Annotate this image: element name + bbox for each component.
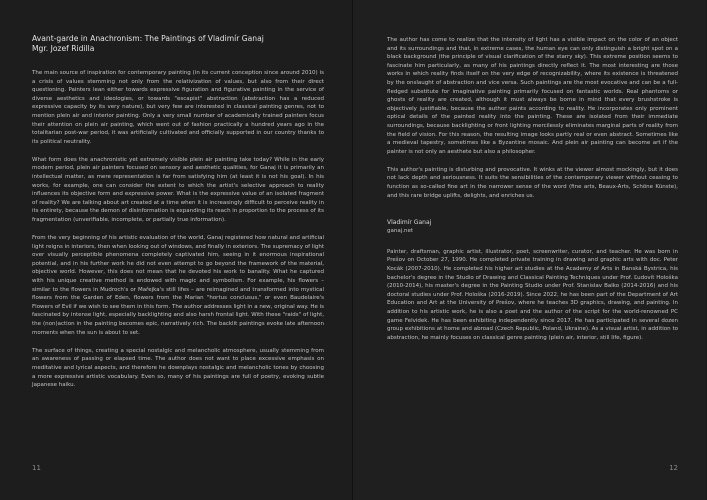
- artist-biography: Painter, draftsman, graphic artist, illustrator, poet, screenwriter, curator, and teacher. He was born in Prešov on October 27, 1990. He completed private training in drawing and graphic arts with doc. Peter Kocák (2007-2010). He completed his higher art studies at the Academy of Arts in Banská Bystrica, his bachelor's degree in the Studio of Drawing and Classical Painting Techniques under Prof. Ľudovít Hološka (2010-2014), his master's degree in the Painting Studio under Prof. Stanislav Balko (2014-2016) and his doctoral studies under Prof. Hološka (2016-2019). Since 2022, he has been part of the Department of Art Education and Art at the University of Prešov, where he teaches 3D graphics, drawing, and painting. In addition to his artistic work, he is also a poet and the author of the script for the world-renowned PC game Felvidek. He has been exhibiting independently since 2017. He has participated in several dozen group exhibitions at home and abroad (Czech Republic, Poland, Ukraine). As a visual artist, in addition to abstraction, he mainly focuses on classical genre painting (plein air, interior, still life, figure).: [387, 248, 678, 341]
- artist-website: ganaj.net: [387, 228, 414, 235]
- right-page: [353, 0, 706, 500]
- article-title: Avant-garde in Anachronism: The Paintings of Vladimír Ganaj: [32, 34, 264, 43]
- left-page: [0, 0, 353, 500]
- body-paragraph: This author's painting is disturbing and provocative. It winks at the viewer almost mockingly, but it does not lack depth and seriousness. It suits the sensibilities of the contemporary viewer without ceasing to function as so-called fine art in the narrower sense of the word (fine arts, Beaux-Arts, Schöne Künste), and this rare bridge uplifts, delights, and enriches us.: [387, 166, 678, 199]
- body-paragraph: The author has come to realize that the intensity of light has a visible impact on the color of an object and its surroundings and that, in extreme cases, the human eye can only distinguish a bright spot on a black background (the principle of visual clarification of the starry sky). This extreme position seems to fascinate him particularly, as many of his paintings directly reflect it. The most interesting are those works in which reality finds itself on the very edge of recognizability, where its existence is threatened by the onslaught of abstraction and vice versa. Such paintings are the most evocative and can be a full-fledged substitute for imaginative painting primarily focused on fantastic worlds. Real phantoms or ghosts of reality are created, although it must always be borne in mind that every brushstroke is objectively justifiable, because the author paints according to reality. He incorporates only prominent optical details of the painted reality into the painting. These are isolated from their immediate surroundings, because backlighting or front lighting mercilessly eliminates marginal parts of reality from the field of vision. For this reason, the resulting image looks partly real or even abstract. Sometimes like a medieval tapestry, sometimes like a Byzantine mosaic. And plein air painting can become art if the painter is not only an aesthete but also a philosopher.: [387, 37, 678, 155]
- body-paragraph: From the very beginning of his artistic evaluation of the world, Ganaj registered how natural and artificial light reigns in interiors, then when looking out of windows, and finally in exteriors. The supremacy of light over visually perceptible phenomena completely captivated him, seeing in it enormous inspirational potential, and in his further work he did not even attempt to go beyond the framework of the material, objective world. However, this does not mean that he devoted his work to banality. What he captured with his unique creative method is endowed with magic and symbolism. For example, his flowers – similar to the flowers in Mudroch's or Mařejka's still lifes – are reimagined and transformed into mystical flowers from the Garden of Eden, flowers from the Marian "hortus conclusus," or even Baudelaire's Flowers of Evil if we wish to see them in this form. The author addresses light in a new, original way. He is fascinated by intense light, especially backlighting and also harsh frontal light. With these "raids" of light, the (non)action in the painting becomes epic, narratively rich. The backlit paintings evoke late afternoon moments when the sun is about to set.: [32, 235, 324, 336]
- page-number: 11: [32, 464, 41, 472]
- body-paragraph: What form does the anachronistic yet extremely visible plein air painting take today? While in the early modern period, plein air painters focused on sensory and aesthetic qualities, for Ganaj it is primarily an intellectual matter, as mere representation is far from satisfying him (at least it is not his goal). In his works, for example, one can consider the extent to which the artist's selective approach to reality influences its objective form and expressive power. What is the expressive value of an isolated fragment of reality? We are talking about art created at a time when it is increasingly difficult to perceive reality in its entirety, because the demon of disinformation is expanding its reach in proportion to the process of its fragmentation (unverifiable, incomplete, or partially true information).: [32, 156, 324, 223]
- body-paragraph: The main source of inspiration for contemporary painting (in its current conception since around 2010) is a crisis of values stemming not only from the relativization of values, but also from their direct questioning. Painters lean either towards expressive figuration and figurative painting in the service of diverse aesthetics and ideologies, or towards "escapist" abstraction (abstraction has a reduced expressive capacity by its very nature), but very few are interested in classical painting genres, not to mention plein air and interior painting. Only a very small number of academically trained painters focus their attention on plein air painting, which went out of fashion practically a hundred years ago in the totalitarian post-war period, it was artificially cultivated and officially supported in our country thanks to its political neutrality.: [32, 70, 324, 145]
- page-number: 12: [669, 464, 678, 472]
- artist-name: Vladimír Ganaj: [387, 219, 432, 227]
- body-paragraph: The surface of things, creating a special nostalgic and melancholic atmosphere, usually stemming from an awareness of passing or elapsed time. The author does not want to place excessive emphasis on meditative and lyrical aspects, and therefore he downplays nostalgic and melancholic tones by choosing a more expressive artistic vocabulary. Even so, many of his paintings are full of poetry, evoking subtle Japanese haiku.: [32, 347, 324, 389]
- article-author: Mgr. Jozef Ridilla: [32, 44, 95, 53]
